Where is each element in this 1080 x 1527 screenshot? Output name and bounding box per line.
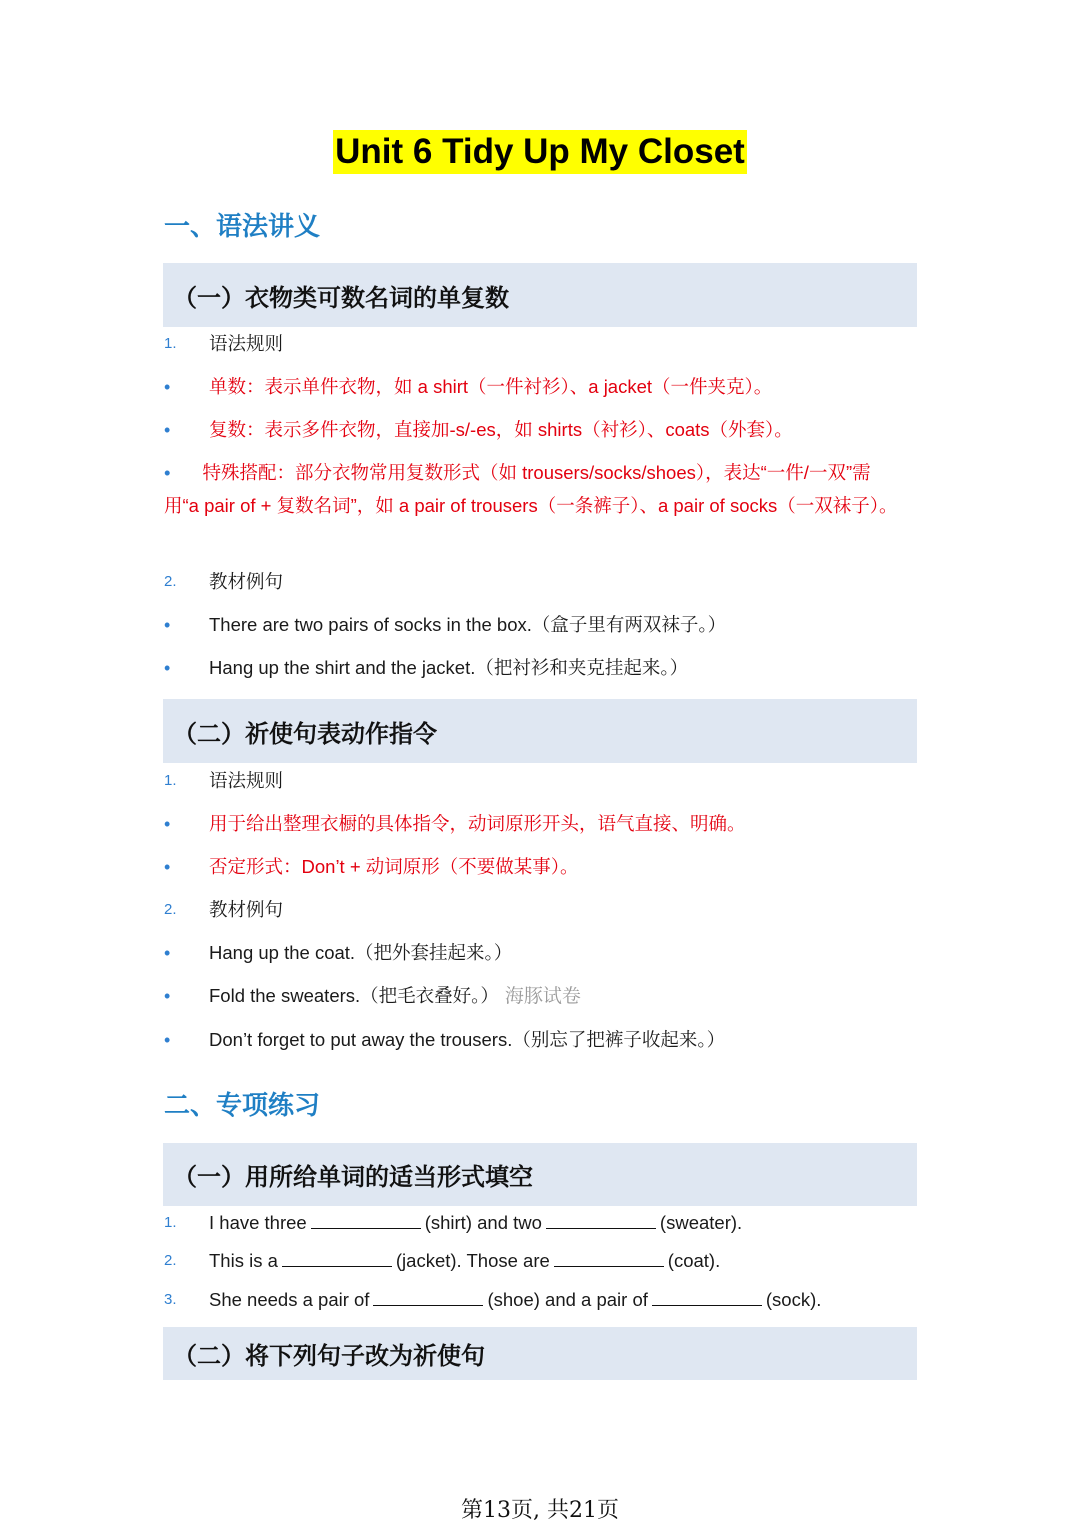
section-heading-grammar: 一、语法讲义 [164, 211, 321, 241]
rule-heading-1 [164, 328, 904, 360]
answer-blank[interactable] [554, 1248, 664, 1267]
example-sentence [164, 652, 904, 684]
bullet-icon: • [164, 462, 171, 483]
exercise-line [209, 1284, 904, 1316]
bullet-icon: • [164, 814, 171, 834]
list-number: 3. [164, 1291, 177, 1308]
answer-blank[interactable] [311, 1210, 421, 1229]
exercise-text: This is a [209, 1250, 278, 1271]
list-number: 2. [164, 573, 177, 590]
subsection-band-imperatives: （二）祈使句表动作指令 [163, 699, 917, 763]
watermark: 海豚试卷 [504, 985, 581, 1007]
example-sentence [164, 1024, 904, 1056]
rule-text: 特殊搭配：部分衣物常用复数形式（如 trousers/socks/shoes），表达“一件/一双”需用“a pair of + 复数名词”，如 a pair of trousers（一条裤子）、a pair of socks（一双袜子）。 [164, 462, 898, 516]
exercise-line [209, 1207, 904, 1239]
exercise-text: I have three [209, 1212, 307, 1233]
subsection-band-rewrite-imperatives: （二）将下列句子改为祈使句 [163, 1327, 917, 1380]
list-number: 2. [164, 1252, 177, 1269]
exercise-line [209, 1245, 904, 1277]
example-text: There are two pairs of socks in the box.（盒子里有两双袜子。） [209, 614, 727, 635]
example-heading-2 [164, 894, 904, 926]
exercise-item [164, 1207, 904, 1239]
example-text: Don’t forget to put away the trousers.（别忘了把裤子收起来。） [209, 1029, 726, 1050]
bullet-icon: • [164, 1030, 171, 1050]
example-heading-1 [164, 566, 904, 598]
section-heading-practice: 二、专项练习 [164, 1090, 321, 1120]
rule-text: 否定形式：Don’t + 动词原形（不要做某事）。 [209, 856, 579, 877]
exercise-text: (coat). [667, 1250, 721, 1271]
rule-bullet-special [164, 457, 899, 522]
answer-blank[interactable] [282, 1248, 392, 1267]
example-sentence [164, 980, 904, 1012]
exercise-text: (jacket). Those are [395, 1250, 550, 1271]
rule-label: 语法规则 [209, 770, 284, 791]
example-sentence [164, 937, 904, 969]
page-footer: 第13页, 共21页 [461, 1498, 619, 1523]
bullet-icon: • [164, 986, 171, 1006]
rule-text: 用于给出整理衣橱的具体指令，动词原形开头，语气直接、明确。 [209, 813, 746, 834]
page-title: Unit 6 Tidy Up My Closet [333, 130, 747, 174]
bullet-icon: • [164, 857, 171, 877]
bullet-icon: • [164, 658, 171, 678]
example-text: Hang up the shirt and the jacket.（把衬衫和夹克挂起来。） [209, 657, 689, 678]
rule-bullet-usage [164, 808, 904, 840]
exercise-text: (sock). [765, 1289, 822, 1310]
answer-blank[interactable] [652, 1287, 762, 1306]
rule-heading-2 [164, 765, 904, 797]
rule-label: 语法规则 [209, 333, 284, 354]
rule-text: 复数：表示多件衣物，直接加-s/-es，如 shirts（衬衫）、coats（外套）。 [209, 419, 793, 440]
list-number: 1. [164, 1214, 177, 1231]
exercise-item [164, 1245, 904, 1277]
list-number: 1. [164, 772, 177, 789]
bullet-icon: • [164, 420, 171, 440]
rule-text: 单数：表示单件衣物，如 a shirt（一件衬衫）、a jacket（一件夹克）。 [209, 376, 773, 397]
exercise-text: She needs a pair of [209, 1289, 370, 1310]
exercise-text: (sweater). [659, 1212, 743, 1233]
rule-bullet-negative [164, 851, 904, 883]
exercise-text: (shirt) and two [424, 1212, 542, 1233]
example-label: 教材例句 [209, 571, 284, 592]
list-number: 1. [164, 335, 177, 352]
rule-bullet-singular [164, 371, 904, 403]
subsection-band-plural-nouns: （一）衣物类可数名词的单复数 [163, 263, 917, 327]
exercise-text: (shoe) and a pair of [487, 1289, 648, 1310]
exercise-item [164, 1284, 904, 1316]
example-text: Hang up the coat.（把外套挂起来。） [209, 942, 513, 963]
rule-bullet-plural [164, 414, 904, 446]
example-line [209, 980, 904, 1012]
answer-blank[interactable] [373, 1287, 483, 1306]
example-label: 教材例句 [209, 899, 284, 920]
example-sentence [164, 609, 904, 641]
subsection-band-fill-blanks: （一）用所给单词的适当形式填空 [163, 1143, 917, 1206]
bullet-icon: • [164, 943, 171, 963]
bullet-icon: • [164, 615, 171, 635]
list-number: 2. [164, 901, 177, 918]
answer-blank[interactable] [546, 1210, 656, 1229]
bullet-icon: • [164, 377, 171, 397]
example-text: Fold the sweaters.（把毛衣叠好。） [209, 985, 499, 1006]
title-wrap [0, 130, 1080, 174]
